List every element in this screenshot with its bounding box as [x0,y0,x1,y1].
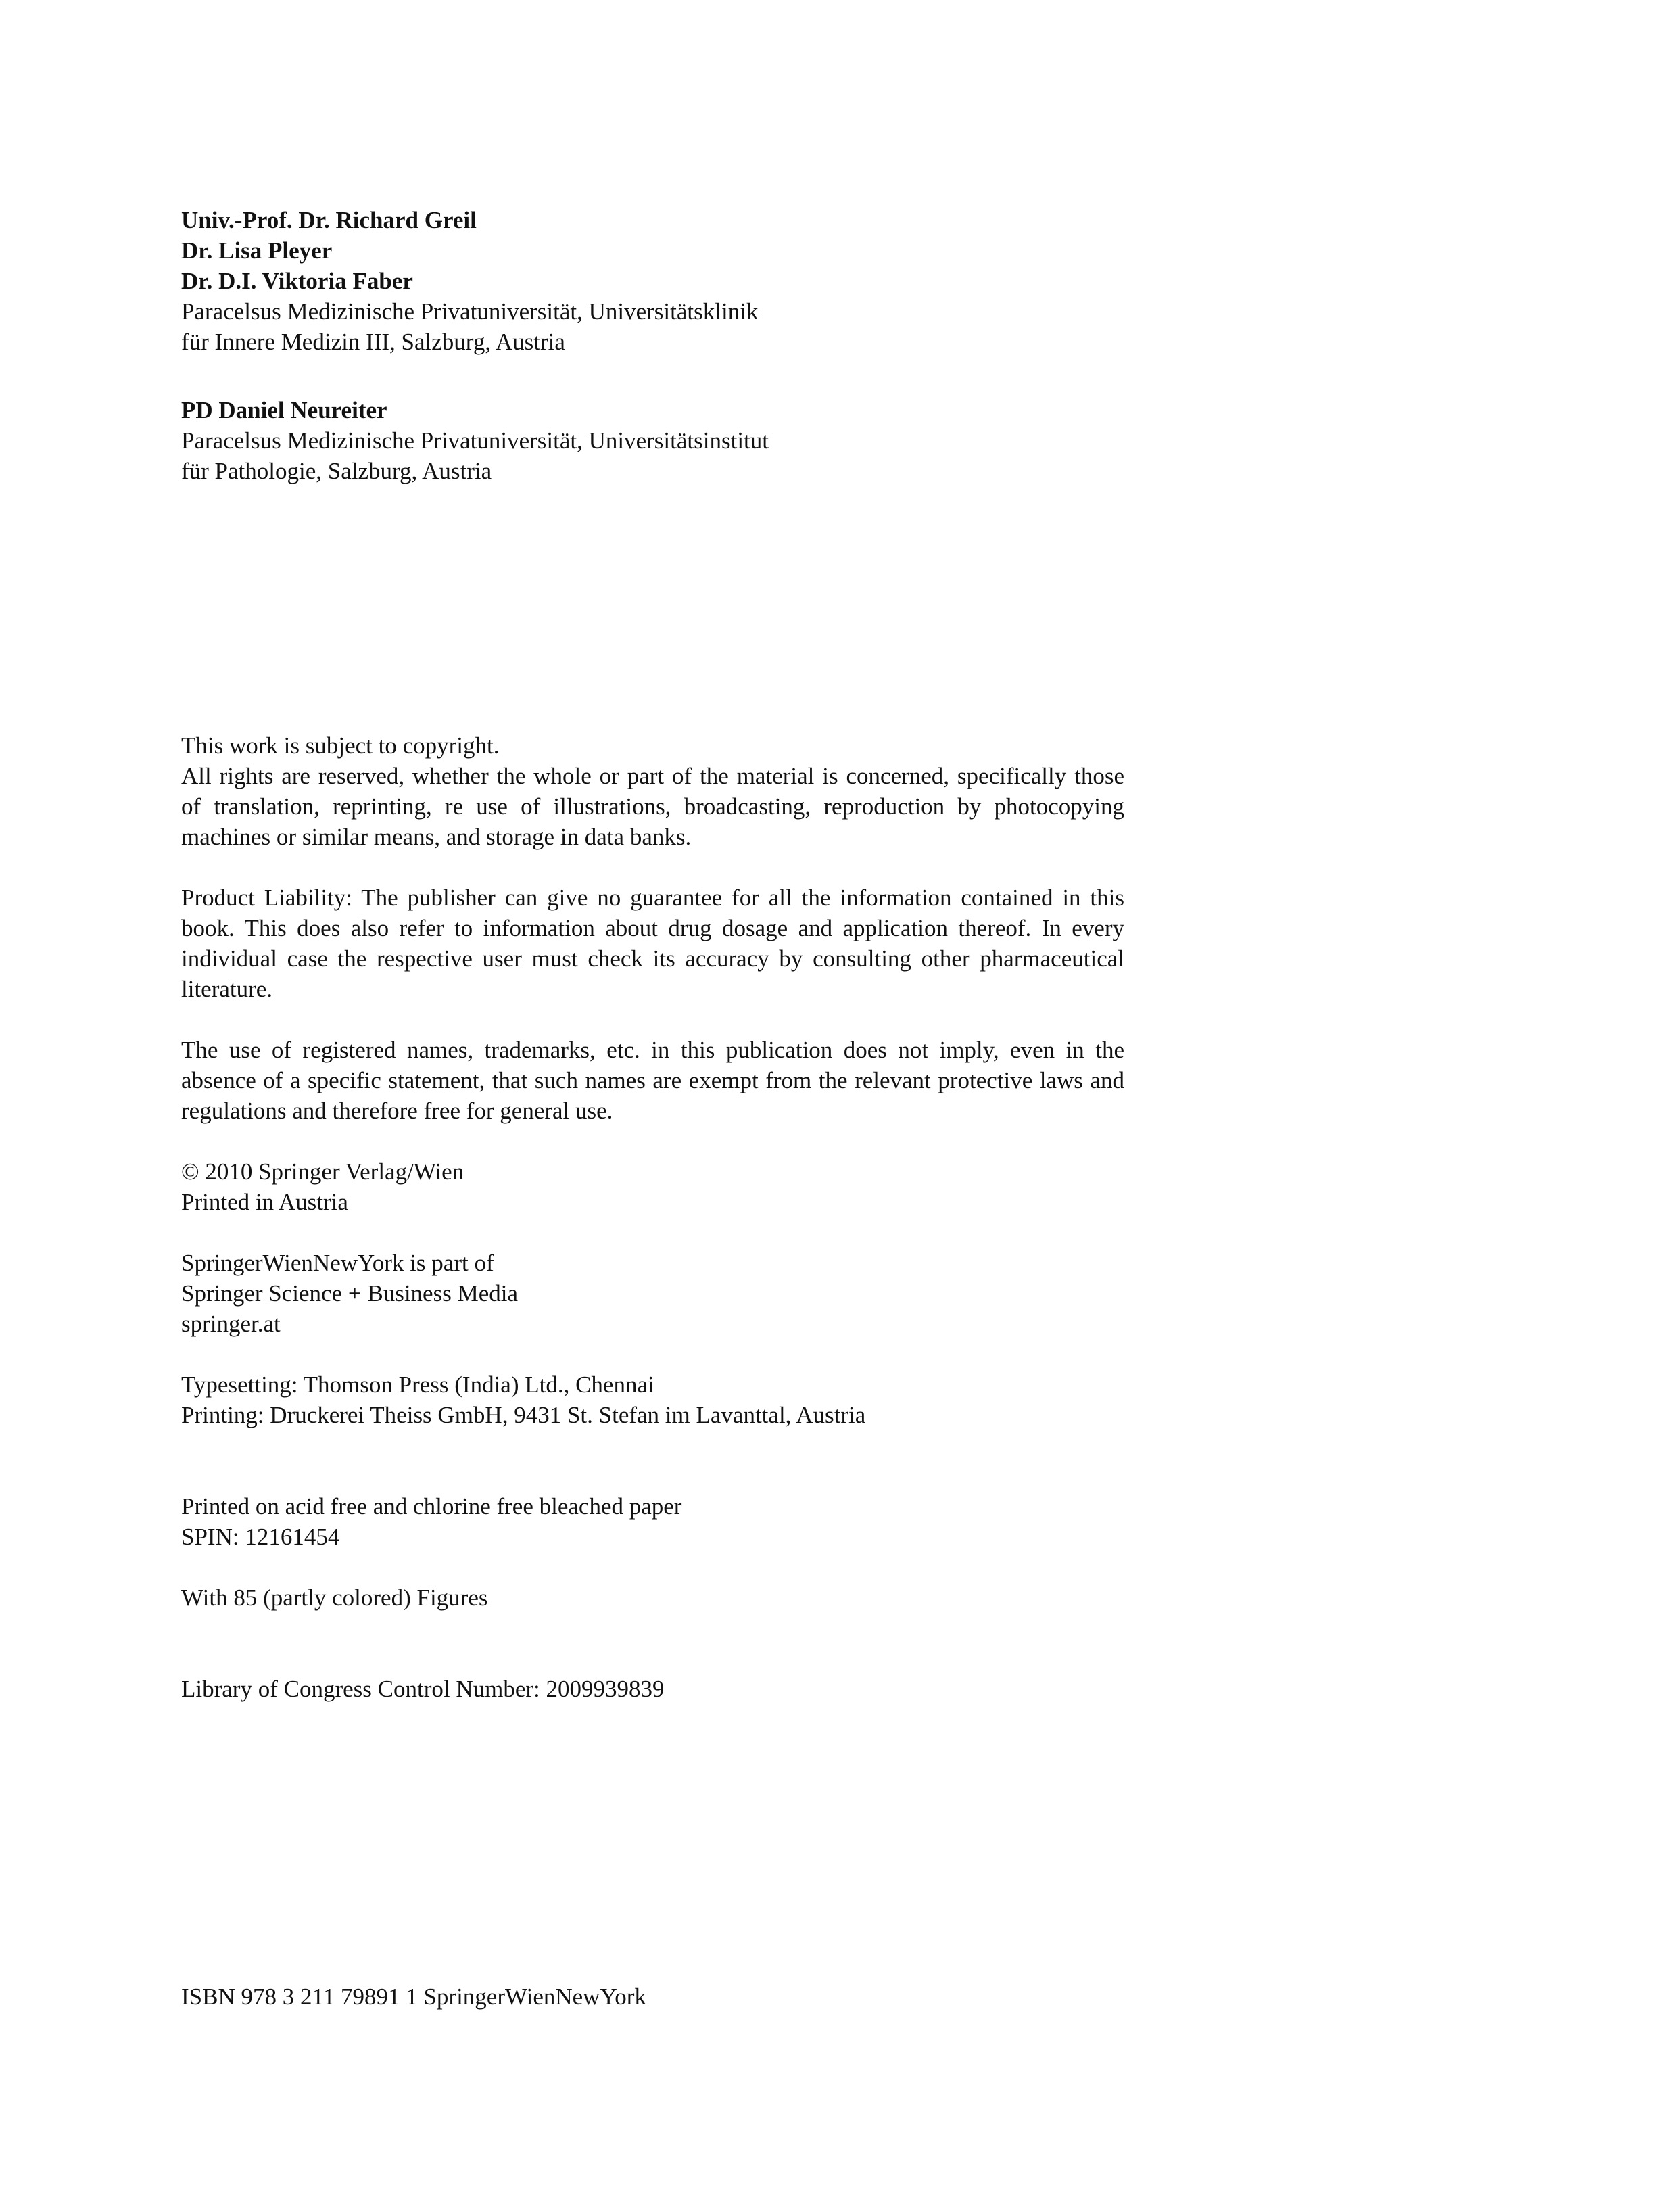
figures-line: With 85 (partly colored) Figures [181,1584,488,1611]
liability-line: literature. [181,976,273,1002]
affiliation-line: für Innere Medizin III, Salzburg, Austria [181,329,565,355]
printed-in: Printed in Austria [181,1189,348,1215]
copyright-intro: This work is subject to copyright. [181,732,500,759]
typesetting-credit: Typesetting: Thomson Press (India) Ltd., Chennai [181,1371,654,1398]
publisher-website: springer.at [181,1311,281,1337]
printing-credit: Printing: Druckerei Theiss GmbH, 9431 St. Stefan im Lavanttal, Austria [181,1402,866,1428]
liability-line: book. This does also refer to information about drug dosage and application thereof. In every [181,915,1124,941]
product-liability [181,883,1124,1004]
copyright-line: machines or similar means, and storage in data banks. [181,824,692,850]
loc-control-number [181,1674,665,1704]
copyright-line: © 2010 Springer Verlag/Wien [181,1158,464,1185]
publisher-line: Springer Science + Business Media [181,1280,518,1307]
loc-line: Library of Congress Control Number: 2009939839 [181,1676,665,1702]
liability-line: Product Liability: The publisher can give no guarantee for all the information contained in this [181,885,1124,911]
paper-line: Printed on acid free and chlorine free bleached paper [181,1493,682,1520]
trademarks-notice [181,1035,1124,1126]
affiliation-line: Paracelsus Medizinische Privatuniversität, Universitätsinstitut [181,427,769,454]
authors-block-clinic [181,205,758,357]
author-name: Dr. Lisa Pleyer [181,237,333,264]
author-name: Univ.-Prof. Dr. Richard Greil [181,207,477,233]
copyright-line: All rights are reserved, whether the whole or part of the material is concerned, specifically those [181,763,1124,789]
trademark-line: The use of registered names, trademarks, etc. in this publication does not imply, even in the [181,1037,1124,1063]
copyright-line: of translation, reprinting, re use of illustrations, broadcasting, reproduction by photocopying [181,793,1124,820]
author-name: PD Daniel Neureiter [181,397,387,423]
isbn-line: ISBN 978 3 211 79891 1 SpringerWienNewYork [181,1983,646,2010]
production-credits [181,1369,865,1430]
liability-line: individual case the respective user must check its accuracy by consulting other pharmaceutical [181,945,1124,972]
publisher-copyright [181,1156,464,1217]
isbn [181,1981,646,2012]
authors-block-pathology [181,395,769,486]
trademark-line: absence of a specific statement, that such names are exempt from the relevant protective laws and [181,1067,1124,1093]
publisher-line: SpringerWienNewYork is part of [181,1250,494,1276]
trademark-line: regulations and therefore free for general use. [181,1098,613,1124]
affiliation-line: für Pathologie, Salzburg, Austria [181,458,492,484]
publisher-group [181,1248,518,1339]
author-name: Dr. D.I. Viktoria Faber [181,268,413,294]
affiliation-line: Paracelsus Medizinische Privatuniversität, Universitätsklinik [181,298,759,325]
spin-number: SPIN: 12161454 [181,1524,340,1550]
copyright-notice [181,730,1124,852]
figures-note [181,1582,487,1613]
paper-info [181,1491,681,1552]
